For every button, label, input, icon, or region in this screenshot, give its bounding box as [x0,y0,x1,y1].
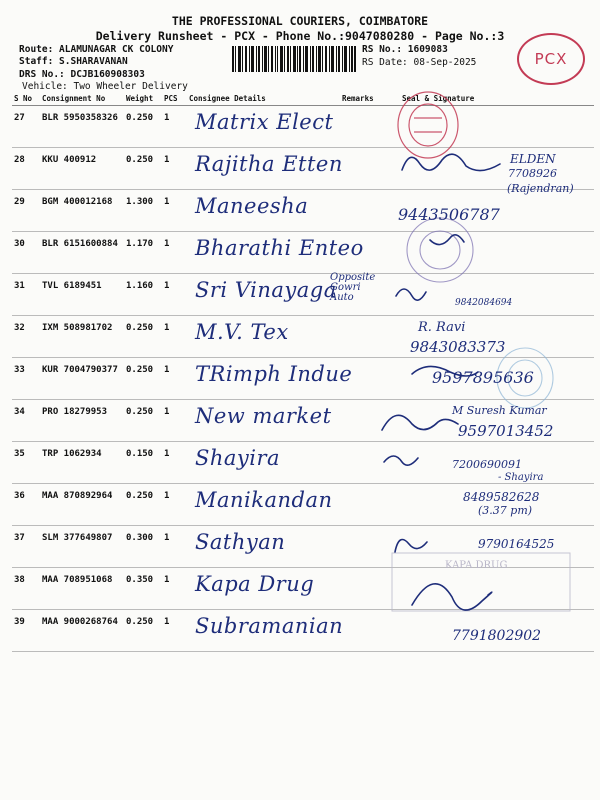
remarks-cell [340,106,400,148]
sno-cell: 37 [12,526,40,568]
note-r-ravi: R. Ravi [418,320,466,335]
sno-cell: 32 [12,316,40,358]
consignment-cell: BLR 6151600884 [40,232,124,274]
col-weight: Weight [124,91,162,106]
note-phone-32: 9843083373 [410,338,506,356]
consignment-cell: TRP 1062934 [40,442,124,484]
consignee-cell: Rajitha Etten [187,148,340,190]
table-row [12,190,594,232]
consignee-cell: Bharathi Enteo [187,232,340,274]
pcs-cell: 1 [162,106,187,148]
pcs-cell: 1 [162,400,187,442]
consignment-cell: BLR 5950358326 [40,106,124,148]
weight-cell: 0.350 [124,568,162,610]
col-remarks: Remarks [340,91,400,106]
sno-cell: 30 [12,232,40,274]
sno-cell: 29 [12,190,40,232]
consignee-cell: Shayira [187,442,340,484]
col-pcs: PCS [162,91,187,106]
sno-cell: 35 [12,442,40,484]
consignee-cell: Matrix Elect [187,106,340,148]
drs-number: DRS No.: DCJB160908303 [19,69,145,80]
pcx-stamp: PCX [517,33,585,85]
weight-cell: 0.250 [124,316,162,358]
pcs-cell: 1 [162,358,187,400]
remarks-cell [340,484,400,526]
route-label: Route: ALAMUNAGAR CK COLONY [19,44,174,55]
remarks-cell [340,610,400,652]
weight-cell: 0.250 [124,484,162,526]
pcs-cell: 1 [162,526,187,568]
signature-cell [400,232,594,274]
signature-cell [400,106,594,148]
consignment-cell: KUR 7004790377 [40,358,124,400]
staff-label: Staff: S.SHARAVANAN [19,56,128,67]
sno-cell: 36 [12,484,40,526]
sno-cell: 34 [12,400,40,442]
remarks-cell [340,442,400,484]
consignee-cell: New market [187,400,340,442]
col-sno: S No [12,91,40,106]
consignee-cell: Kapa Drug [187,568,340,610]
sno-cell: 27 [12,106,40,148]
rs-date: RS Date: 08-Sep-2025 [362,57,477,68]
pcs-cell: 1 [162,484,187,526]
consignment-cell: KKU 400912 [40,148,124,190]
col-consignment: Consignment No [40,91,124,106]
note-phone-37: 9790164525 [478,537,555,551]
pcs-cell: 1 [162,316,187,358]
signature-cell [400,274,594,316]
note-phone-28: 7708926 [508,167,557,180]
remarks-cell [340,148,400,190]
weight-cell: 1.160 [124,274,162,316]
weight-cell: 0.300 [124,526,162,568]
table-header-row [12,91,594,106]
table-row [12,106,594,148]
consignee-cell: Manikandan [187,484,340,526]
note-phone-34: 9597013452 [458,422,554,440]
sno-cell: 28 [12,148,40,190]
pcs-cell: 1 [162,442,187,484]
remarks-cell [340,400,400,442]
weight-cell: 0.250 [124,148,162,190]
consignment-cell: SLM 377649807 [40,526,124,568]
table-row [12,316,594,358]
consignee-cell: M.V. Tex [187,316,340,358]
weight-cell: 0.250 [124,400,162,442]
col-consignee: Consignee Details [187,91,340,106]
signature-cell [400,568,594,610]
barcode-image [232,46,356,72]
note-rajendran: (Rajendran) [507,182,574,195]
note-opposite: Opposite Gowri Auto [330,272,376,303]
table-row [12,568,594,610]
note-shayira: - Shayira [498,472,544,483]
consignment-cell: TVL 6189451 [40,274,124,316]
sno-cell: 38 [12,568,40,610]
vehicle-label: Vehicle: Two Wheeler Delivery [22,81,188,92]
kapa-seal-text: KAPA DRUG [445,560,508,571]
note-phone-29: 9443506787 [398,205,500,224]
col-seal-signature: Seal & Signature [400,91,594,106]
consignment-cell: BGM 400012168 [40,190,124,232]
sno-cell: 39 [12,610,40,652]
pcs-cell: 1 [162,148,187,190]
consignee-cell: Subramanian [187,610,340,652]
note-phone-39: 7791802902 [452,628,542,644]
rs-number: RS No.: 1609083 [362,44,448,55]
remarks-cell [340,568,400,610]
consignment-cell: MAA 870892964 [40,484,124,526]
note-time-36: (3.37 pm) [478,504,533,517]
note-phone-33: 9597895636 [432,368,534,387]
sno-cell: 33 [12,358,40,400]
runsheet-subtitle: Delivery Runsheet - PCX - Phone No.:9047080280 - Page No.:3 [95,29,505,43]
consignment-cell: PRO 18279953 [40,400,124,442]
note-suresh-kumar: M Suresh Kumar [452,404,547,417]
pcs-cell: 1 [162,568,187,610]
consignee-cell: Sathyan [187,526,340,568]
pcs-cell: 1 [162,190,187,232]
consignee-cell: TRimph Indue [187,358,340,400]
table-row [12,274,594,316]
pcs-cell: 1 [162,274,187,316]
weight-cell: 0.250 [124,106,162,148]
remarks-cell [340,190,400,232]
consignment-cell: MAA 708951068 [40,568,124,610]
consignment-cell: MAA 9000268764 [40,610,124,652]
weight-cell: 0.250 [124,610,162,652]
table-row [12,232,594,274]
sno-cell: 31 [12,274,40,316]
company-title: THE PROFESSIONAL COURIERS, COIMBATORE [171,14,429,28]
consignee-cell: Maneesha [187,190,340,232]
remarks-cell [340,526,400,568]
weight-cell: 0.250 [124,358,162,400]
note-phone-36: 8489582628 [463,490,540,504]
note-phone-35: 7200690091 [452,458,522,471]
remarks-cell [340,316,400,358]
weight-cell: 1.300 [124,190,162,232]
pcs-cell: 1 [162,610,187,652]
pcs-cell: 1 [162,232,187,274]
weight-cell: 1.170 [124,232,162,274]
weight-cell: 0.150 [124,442,162,484]
consignee-cell: Sri Vinayaga [187,274,340,316]
note-phone-31: 9842084694 [455,298,513,308]
consignment-cell: IXM 508981702 [40,316,124,358]
note-elden: ELDEN [510,152,556,166]
